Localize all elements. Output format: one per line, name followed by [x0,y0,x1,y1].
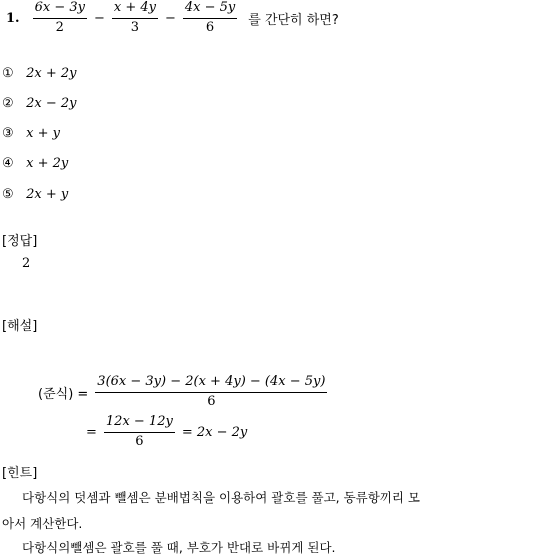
choice-2 [2,96,77,111]
explanation-fraction-1-denominator: 6 [207,393,216,409]
hint-line-3: 다항식의뺄셈은 괄호를 풀 때, 부호가 반대로 바뀌게 된다. [22,540,336,555]
hint-line-1: 다항식의 덧셈과 뺄셈은 분배법칙을 이용하여 괄호를 풀고, 동류항끼리 모 [22,490,421,505]
minus-sign: − [164,10,176,26]
answer-label: [정답] [2,234,38,249]
problem-statement [6,0,339,36]
choice-5 [2,187,68,202]
choice-expression: 2x + y [26,187,69,202]
problem-number: 1. [6,10,20,26]
explanation-result: = 2x − 2y [181,424,248,440]
explanation-fraction-2 [104,415,175,449]
choice-1 [2,66,77,81]
explanation-lhs: (준식) = [38,386,89,402]
fraction-1-numerator: 6x − 3y [33,1,87,18]
fraction-2-denominator: 3 [130,19,140,35]
choice-3 [2,126,60,141]
explanation-fraction-1 [95,375,327,409]
problem-question-text: 를 간단히 하면? [248,12,339,28]
choice-marker: ⑤ [2,187,14,202]
explanation-fraction-2-denominator: 6 [135,433,144,449]
explanation-label: [해설] [2,319,38,334]
choice-marker: ① [2,66,14,81]
choice-expression: x + y [26,126,60,141]
fraction-2-numerator: x + 4y [112,1,158,18]
fraction-1 [33,1,87,35]
explanation-fraction-2-numerator: 12x − 12y [104,415,175,432]
choice-expression: 2x − 2y [26,96,77,111]
choice-marker: ② [2,96,14,111]
explanation-step-1 [38,370,330,414]
answer-value: 2 [22,256,31,271]
choice-expression: 2x + 2y [26,66,77,81]
explanation-step-2 [86,410,247,454]
choice-marker: ④ [2,156,14,171]
fraction-3-denominator: 6 [205,19,215,35]
choice-4 [2,156,68,171]
fraction-3-numerator: 4x − 5y [183,1,237,18]
hint-label: [힌트] [2,466,38,481]
minus-sign: − [93,10,105,26]
fraction-2 [112,1,158,35]
explanation-fraction-1-numerator: 3(6x − 3y) − 2(x + 4y) − (4x − 5y) [95,375,327,392]
choice-marker: ③ [2,126,14,141]
choice-expression: x + 2y [26,156,69,171]
hint-line-2: 아서 계산한다. [2,516,83,531]
equals-sign: = [86,424,97,440]
fraction-1-denominator: 2 [55,19,64,35]
fraction-3 [183,1,237,35]
